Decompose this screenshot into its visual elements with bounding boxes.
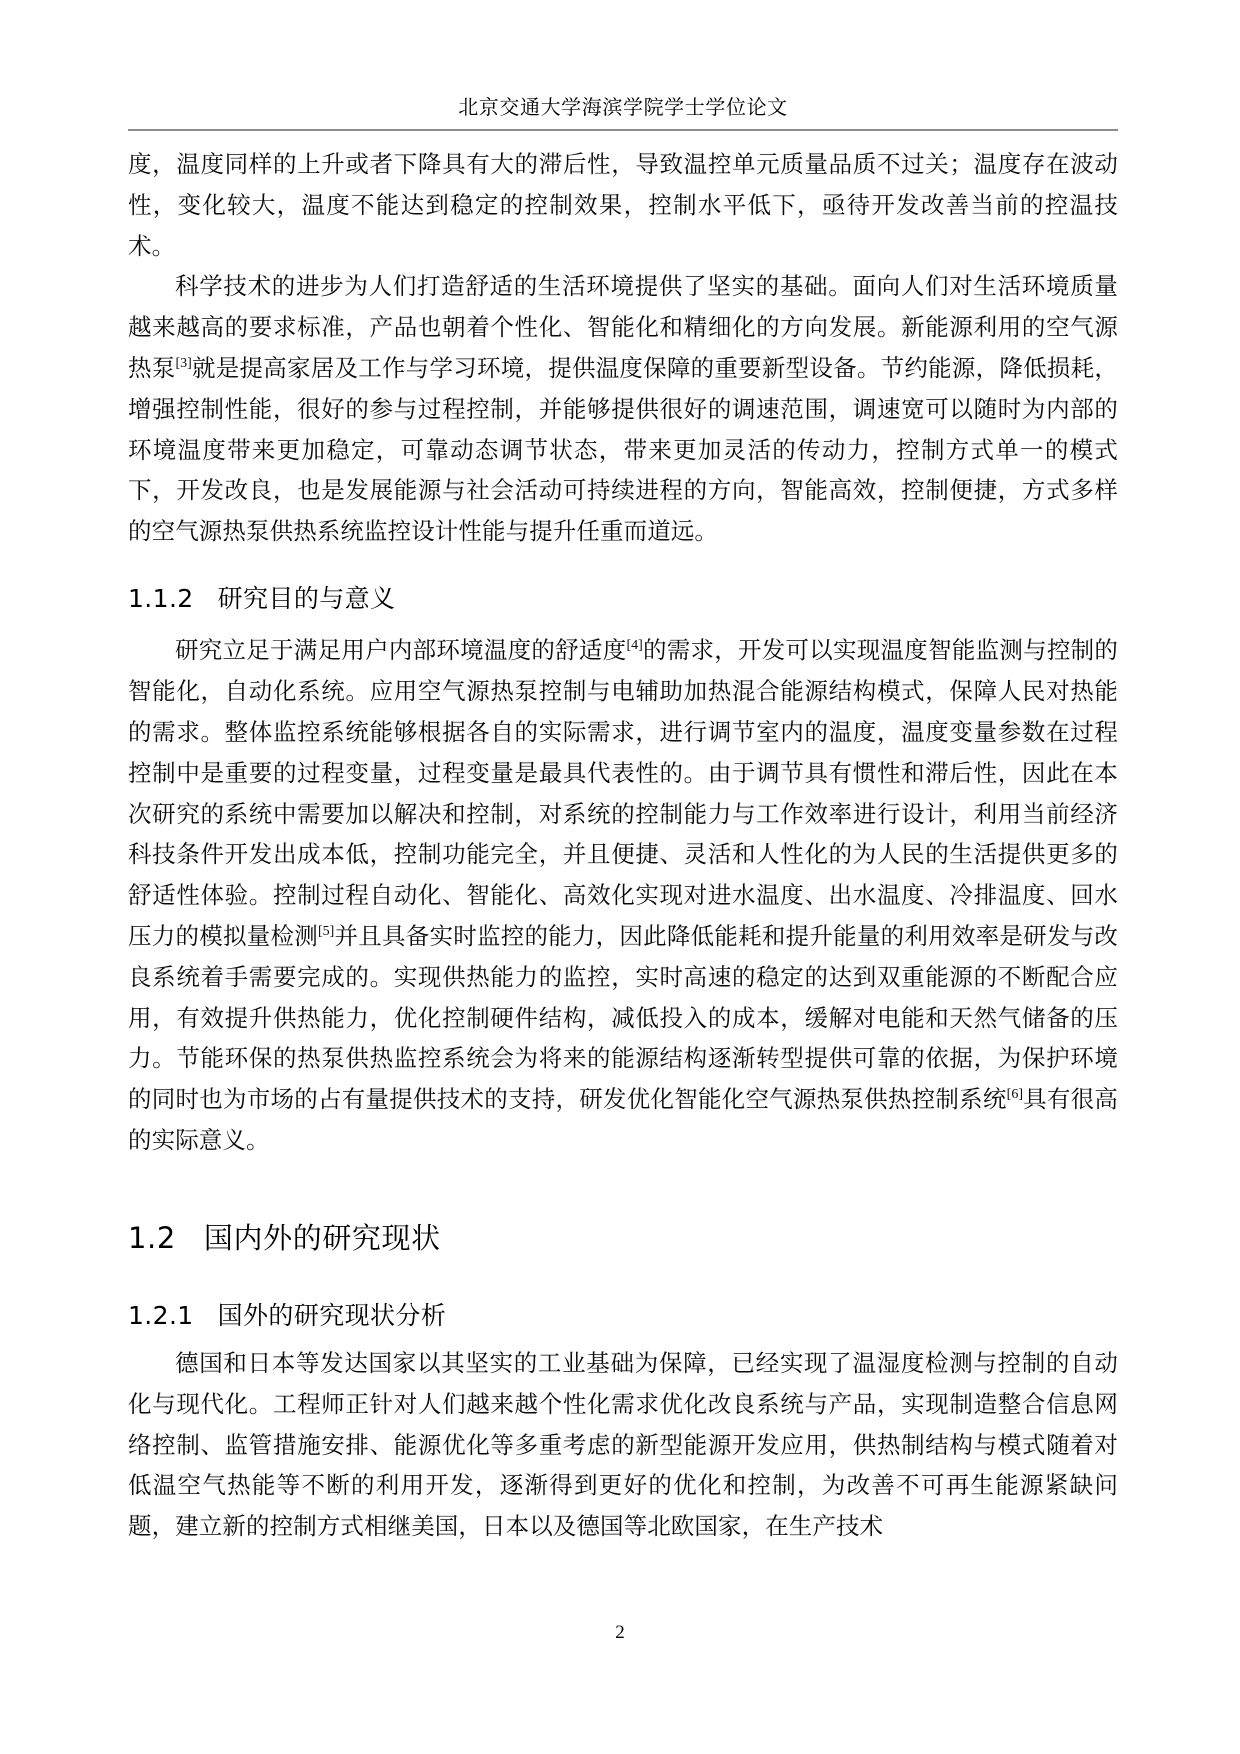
- page-number: [0, 1622, 1240, 1644]
- paragraph-foreign-research: [128, 1344, 1118, 1548]
- spacer-after-heading-121: [128, 1332, 1118, 1344]
- citation-marker-5: [5]: [317, 924, 335, 940]
- body-112-text-b: 的需求，开发可以实现温度智能监测与控制的智能化，自动化系统。应用空气源热泵控制与电辅助加热混合能源结构模式，保障人民对热能的需求。整体监控系统能够根据各自的实际需求，进行调节室内的温度，温度变量参数在过程控制中是重要的过程变量，过程变量是最具代表性的。由于调节具有惯性和滞后性，因此在本次研究的系统中需要加以解决和控制，对系统的控制能力与工作效率进行设计，利用当前经济科技条件开发出成本低，控制功能完全，并且便捷、灵活和人性化的为人民的生活提供更多的舒适性体验。控制过程自动化、智能化、高效化实现对进水温度、出水温度、冷排温度、回水压力的模拟量检测: [128, 638, 1118, 951]
- body-121-text: 德国和日本等发达国家以其坚实的工业基础为保障，已经实现了温湿度检测与控制的自动化与现代化。工程师正针对人们越来越个性化需求优化改良系统与产品，实现制造整合信息网络控制、监管措施安排、能源优化等多重考虑的新型能源开发应用，供热制结构与模式随着对低温空气热能等不断的利用开发，逐渐得到更好的优化和控制，为改善不可再生能源紧缺问题，建立新的控制方式相继美国，日本以及德国等北欧国家，在生产技术: [128, 1351, 1118, 1541]
- body-112-text-a: 研究立足于满足用户内部环境温度的舒适度: [175, 638, 627, 665]
- paragraph-1-text: 度，温度同样的上升或者下降具有大的滞后性，导致温控单元质量品质不过关；温度存在波动性，变化较大，温度不能达到稳定的控制效果，控制水平低下，亟待开发改善当前的控温技术。: [128, 152, 1118, 260]
- body-112-text-c: 并且具备实时监控的能力，因此降低能耗和提升能量的利用效率是研发与改良系统着手需要完成的。实现供热能力的监控，实时高速的稳定的达到双重能源的不断配合应用，有效提升供热能力，优化控制硬件结构，减低投入的成本，缓解对电能和天然气储备的压力。节能环保的热泵供热监控系统会为将来的能源结构逐渐转型提供可靠的依据，为保护环境的同时也为市场的占有量提供技术的支持，研发优化智能化空气源热泵供热控制系统: [128, 924, 1118, 1114]
- heading-1-1-2-title: 研究目的与意义: [217, 583, 396, 613]
- heading-1-2-1-number: 1.2.1: [128, 1300, 194, 1330]
- page-content: [128, 0, 1118, 1548]
- citation-marker-4: [4]: [626, 638, 643, 654]
- running-header: [128, 0, 1118, 120]
- paragraph-2-text-b: 就是提高家居及工作与学习环境，提供温度保障的重要新型设备。节约能源，降低损耗，增强控制性能，很好的参与过程控制，并能够提供很好的调速范围，调速宽可以随时为内部的环境温度带来更加稳定，可靠动态调节状态，带来更加灵活的传动力，控制方式单一的模式下，开发改良，也是发展能源与社会活动可持续进程的方向，智能高效，控制便捷，方式多样的空气源热泵供热系统监控设计性能与提升任重而道远。: [128, 355, 1118, 546]
- paragraph-science-progress: [128, 267, 1118, 553]
- paragraph-2-text-a: 科学技术的进步为人们打造舒适的生活环境提供了坚实的基础。面向人们对生活环境质量越来越高的要求标准，产品也朝着个性化、智能化和精细化的方向发展。新能源利用的空气源热泵: [128, 274, 1118, 382]
- spacer-after-heading-12: [128, 1258, 1118, 1282]
- heading-1-1-2-number: 1.1.2: [128, 583, 194, 613]
- page-number-value: 2: [615, 1622, 625, 1643]
- paragraph-research-purpose: [128, 631, 1118, 1161]
- header-divider: [128, 129, 1118, 131]
- spacer-after-heading-112: [128, 615, 1118, 631]
- citation-marker-6: [6]: [1006, 1087, 1023, 1103]
- paragraph-continuation: [128, 145, 1118, 267]
- spacer-before-heading-12: [128, 1162, 1118, 1220]
- heading-1-2-1-title: 国外的研究现状分析: [217, 1300, 447, 1330]
- spacer-before-heading-112: [128, 553, 1118, 583]
- heading-1-2-1: [128, 1300, 1118, 1333]
- heading-1-1-2: [128, 583, 1118, 616]
- body-112-text-d: 具有很高的实际意义。: [128, 1087, 1118, 1155]
- running-header-title: 北京交通大学海滨学院学士学位论文: [458, 97, 788, 119]
- heading-1-2-title: 国内外的研究现状: [203, 1220, 441, 1255]
- citation-marker-3: [3]: [175, 356, 192, 372]
- spacer-before-heading-121: [128, 1282, 1118, 1300]
- heading-1-2: [128, 1220, 1118, 1258]
- heading-1-2-number: 1.2: [128, 1220, 176, 1255]
